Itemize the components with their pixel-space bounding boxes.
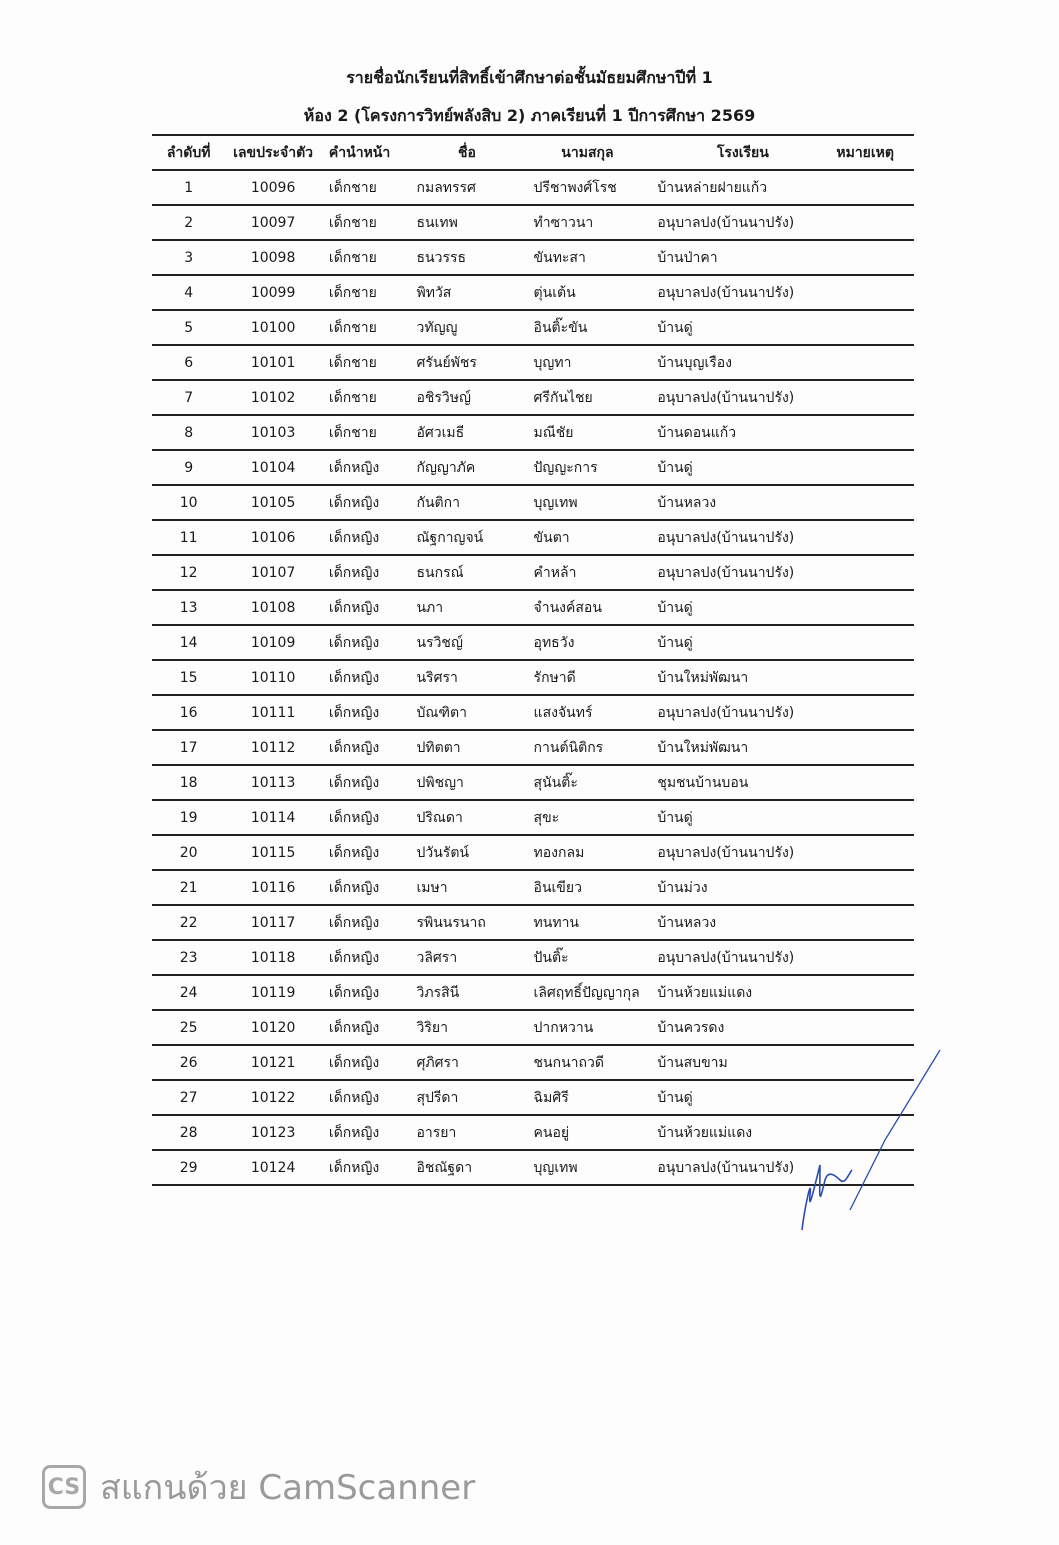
cell-order: 17 xyxy=(152,730,225,765)
cell-last-name: ทนทาน xyxy=(526,905,650,940)
cell-first-name: ธนกรณ์ xyxy=(408,555,525,590)
student-table xyxy=(152,134,914,1186)
cell-student-id: 10124 xyxy=(225,1150,321,1185)
cell-order: 29 xyxy=(152,1150,225,1185)
cell-prefix: เด็กชาย xyxy=(321,240,409,275)
cell-first-name: ศุภิศรา xyxy=(408,1045,525,1080)
cell-first-name: อิชณัฐดา xyxy=(408,1150,525,1185)
header-order: ลำดับที่ xyxy=(152,135,225,170)
table-row xyxy=(152,660,914,695)
table-row xyxy=(152,275,914,310)
cell-last-name: ชนกนาถวดี xyxy=(526,1045,650,1080)
cell-order: 9 xyxy=(152,450,225,485)
cell-first-name: ธนเทพ xyxy=(408,205,525,240)
cell-order: 1 xyxy=(152,170,225,205)
cell-prefix: เด็กหญิง xyxy=(321,555,409,590)
table-row xyxy=(152,1010,914,1045)
cell-prefix: เด็กหญิง xyxy=(321,1115,409,1150)
cell-first-name: เมษา xyxy=(408,870,525,905)
cell-prefix: เด็กหญิง xyxy=(321,660,409,695)
cell-last-name: ขันทะสา xyxy=(526,240,650,275)
table-row xyxy=(152,205,914,240)
cell-order: 12 xyxy=(152,555,225,590)
cell-student-id: 10100 xyxy=(225,310,321,345)
cell-remark xyxy=(836,170,914,205)
cell-first-name: วทัญญู xyxy=(408,310,525,345)
cell-last-name: คนอยู่ xyxy=(526,1115,650,1150)
cell-student-id: 10108 xyxy=(225,590,321,625)
cell-prefix: เด็กหญิง xyxy=(321,1045,409,1080)
table-row xyxy=(152,345,914,380)
table-row xyxy=(152,415,914,450)
header-id: เลขประจำตัว xyxy=(225,135,321,170)
cell-first-name: ปวันรัตน์ xyxy=(408,835,525,870)
cell-prefix: เด็กหญิง xyxy=(321,485,409,520)
table-row xyxy=(152,485,914,520)
cell-first-name: ปทิตตา xyxy=(408,730,525,765)
cell-last-name: สุนันติ๊ะ xyxy=(526,765,650,800)
cell-remark xyxy=(836,765,914,800)
cell-school: บ้านดู่ xyxy=(649,450,836,485)
cell-prefix: เด็กหญิง xyxy=(321,1010,409,1045)
cell-prefix: เด็กหญิง xyxy=(321,835,409,870)
cell-first-name: ปพิชญา xyxy=(408,765,525,800)
cell-first-name: วิภรสินี xyxy=(408,975,525,1010)
cell-remark xyxy=(836,695,914,730)
cell-student-id: 10111 xyxy=(225,695,321,730)
cell-school: อนุบาลปง(บ้านนาปรัง) xyxy=(649,1150,836,1185)
table-row xyxy=(152,870,914,905)
cell-order: 5 xyxy=(152,310,225,345)
cell-student-id: 10099 xyxy=(225,275,321,310)
cell-remark xyxy=(836,730,914,765)
cell-order: 28 xyxy=(152,1115,225,1150)
cell-school: บ้านใหม่พัฒนา xyxy=(649,660,836,695)
document-subtitle: ห้อง 2 (โครงการวิทย์พลังสิบ 2) ภาคเรียนที่ 1 ปีการศึกษา 2569 xyxy=(303,106,756,125)
cell-order: 23 xyxy=(152,940,225,975)
table-row xyxy=(152,800,914,835)
cell-last-name: ปันติ๊ะ xyxy=(526,940,650,975)
cell-remark xyxy=(836,380,914,415)
cell-last-name: ศรีกันไชย xyxy=(526,380,650,415)
cell-last-name: ทำซาวนา xyxy=(526,205,650,240)
cell-remark xyxy=(836,345,914,380)
cell-prefix: เด็กชาย xyxy=(321,345,409,380)
cell-order: 14 xyxy=(152,625,225,660)
table-row xyxy=(152,240,914,275)
cell-order: 10 xyxy=(152,485,225,520)
cell-prefix: เด็กหญิง xyxy=(321,975,409,1010)
cell-first-name: ปริณดา xyxy=(408,800,525,835)
cell-order: 2 xyxy=(152,205,225,240)
cell-last-name: บุญเทพ xyxy=(526,1150,650,1185)
document-title: รายชื่อนักเรียนที่สิทธิ์เข้าศึกษาต่อชั้นมัธยมศึกษาปีที่ 1 xyxy=(346,68,713,87)
cell-last-name: แสงจันทร์ xyxy=(526,695,650,730)
header-prefix: คำนำหน้า xyxy=(321,135,409,170)
camscanner-watermark xyxy=(42,1460,475,1514)
cell-last-name: บุญเทพ xyxy=(526,485,650,520)
cell-first-name: กัญญาภัค xyxy=(408,450,525,485)
cell-first-name: นรวิชญ์ xyxy=(408,625,525,660)
cell-student-id: 10114 xyxy=(225,800,321,835)
cell-school: บ้านบุญเรือง xyxy=(649,345,836,380)
cell-student-id: 10109 xyxy=(225,625,321,660)
cell-remark xyxy=(836,835,914,870)
table-row xyxy=(152,590,914,625)
cell-last-name: ปากหวาน xyxy=(526,1010,650,1045)
cell-order: 18 xyxy=(152,765,225,800)
cell-student-id: 10105 xyxy=(225,485,321,520)
cell-remark xyxy=(836,1010,914,1045)
cell-first-name: รพินนรนาถ xyxy=(408,905,525,940)
cell-school: บ้านป่าคา xyxy=(649,240,836,275)
cell-first-name: นริศรา xyxy=(408,660,525,695)
cell-student-id: 10122 xyxy=(225,1080,321,1115)
cell-prefix: เด็กหญิง xyxy=(321,800,409,835)
table-row xyxy=(152,765,914,800)
cell-last-name: ขันตา xyxy=(526,520,650,555)
cell-order: 4 xyxy=(152,275,225,310)
cell-first-name: พิทวัส xyxy=(408,275,525,310)
cell-first-name: วิริยา xyxy=(408,1010,525,1045)
cell-remark xyxy=(836,205,914,240)
camscanner-text: สแกนด้วย CamScanner xyxy=(100,1468,476,1508)
cell-order: 24 xyxy=(152,975,225,1010)
cell-remark xyxy=(836,415,914,450)
table-row xyxy=(152,975,914,1010)
cell-order: 26 xyxy=(152,1045,225,1080)
cell-order: 13 xyxy=(152,590,225,625)
cell-first-name: สุปรีดา xyxy=(408,1080,525,1115)
cell-remark xyxy=(836,450,914,485)
cell-student-id: 10102 xyxy=(225,380,321,415)
cell-first-name: วลิศรา xyxy=(408,940,525,975)
cell-order: 20 xyxy=(152,835,225,870)
cell-student-id: 10120 xyxy=(225,1010,321,1045)
cell-school: อนุบาลปง(บ้านนาปรัง) xyxy=(649,205,836,240)
cell-prefix: เด็กชาย xyxy=(321,415,409,450)
table-row xyxy=(152,310,914,345)
cell-last-name: กานต์นิติกร xyxy=(526,730,650,765)
cell-school: บ้านสบขาม xyxy=(649,1045,836,1080)
cell-prefix: เด็กชาย xyxy=(321,275,409,310)
table-row xyxy=(152,625,914,660)
cell-prefix: เด็กหญิง xyxy=(321,625,409,660)
cell-remark xyxy=(836,800,914,835)
table-row xyxy=(152,940,914,975)
cell-school: บ้านห้วยแม่แดง xyxy=(649,1115,836,1150)
cell-school: อนุบาลปง(บ้านนาปรัง) xyxy=(649,380,836,415)
cell-school: บ้านใหม่พัฒนา xyxy=(649,730,836,765)
cell-remark xyxy=(836,275,914,310)
cell-remark xyxy=(836,555,914,590)
cell-remark xyxy=(836,520,914,555)
cell-school: ชุมชนบ้านบอน xyxy=(649,765,836,800)
table-row xyxy=(152,905,914,940)
cell-prefix: เด็กหญิง xyxy=(321,695,409,730)
cell-remark xyxy=(836,625,914,660)
cell-student-id: 10123 xyxy=(225,1115,321,1150)
header-last-name: นามสกุล xyxy=(526,135,650,170)
cell-last-name: มณีชัย xyxy=(526,415,650,450)
cell-school: บ้านดู่ xyxy=(649,625,836,660)
cell-school: อนุบาลปง(บ้านนาปรัง) xyxy=(649,940,836,975)
cell-student-id: 10101 xyxy=(225,345,321,380)
cell-order: 19 xyxy=(152,800,225,835)
table-row xyxy=(152,170,914,205)
cell-order: 11 xyxy=(152,520,225,555)
table-header-row xyxy=(152,135,914,170)
cell-last-name: ปรีชาพงศ์โรช xyxy=(526,170,650,205)
cell-school: อนุบาลปง(บ้านนาปรัง) xyxy=(649,275,836,310)
cell-first-name: อารยา xyxy=(408,1115,525,1150)
cell-school: อนุบาลปง(บ้านนาปรัง) xyxy=(649,520,836,555)
cell-prefix: เด็กชาย xyxy=(321,310,409,345)
cell-student-id: 10117 xyxy=(225,905,321,940)
cell-prefix: เด็กหญิง xyxy=(321,1150,409,1185)
cell-last-name: ตุ่นเต้น xyxy=(526,275,650,310)
cell-prefix: เด็กหญิง xyxy=(321,940,409,975)
table-row xyxy=(152,450,914,485)
cell-school: บ้านดอนแก้ว xyxy=(649,415,836,450)
cell-order: 3 xyxy=(152,240,225,275)
cell-last-name: จำนงค์สอน xyxy=(526,590,650,625)
cell-first-name: อชิรวิษญ์ xyxy=(408,380,525,415)
cell-prefix: เด็กหญิง xyxy=(321,730,409,765)
cell-order: 21 xyxy=(152,870,225,905)
cell-prefix: เด็กชาย xyxy=(321,205,409,240)
signature xyxy=(790,1045,950,1245)
cell-remark xyxy=(836,310,914,345)
cell-first-name: ศรันย์พัชร xyxy=(408,345,525,380)
cell-last-name: ฉิมศิรี xyxy=(526,1080,650,1115)
cell-remark xyxy=(836,870,914,905)
header-school: โรงเรียน xyxy=(649,135,836,170)
cell-order: 6 xyxy=(152,345,225,380)
cell-school: บ้านม่วง xyxy=(649,870,836,905)
cell-first-name: กันติกา xyxy=(408,485,525,520)
cell-order: 8 xyxy=(152,415,225,450)
cell-remark xyxy=(836,975,914,1010)
cell-last-name: ทองกลม xyxy=(526,835,650,870)
cell-remark xyxy=(836,485,914,520)
cell-student-id: 10116 xyxy=(225,870,321,905)
cell-order: 27 xyxy=(152,1080,225,1115)
cell-last-name: ปัญญะการ xyxy=(526,450,650,485)
cell-first-name: นภา xyxy=(408,590,525,625)
cell-first-name: อัศวเมธี xyxy=(408,415,525,450)
cell-prefix: เด็กหญิง xyxy=(321,1080,409,1115)
cell-prefix: เด็กหญิง xyxy=(321,590,409,625)
cell-student-id: 10103 xyxy=(225,415,321,450)
cell-order: 15 xyxy=(152,660,225,695)
cell-student-id: 10096 xyxy=(225,170,321,205)
cell-prefix: เด็กหญิง xyxy=(321,450,409,485)
cell-last-name: อินติ๊ะขัน xyxy=(526,310,650,345)
cell-prefix: เด็กหญิง xyxy=(321,905,409,940)
cell-order: 16 xyxy=(152,695,225,730)
cell-school: บ้านดู่ xyxy=(649,310,836,345)
table-row xyxy=(152,555,914,590)
cell-last-name: เลิศฤทธิ์ปัญญากุล xyxy=(526,975,650,1010)
cell-first-name: บัณฑิตา xyxy=(408,695,525,730)
header-remark: หมายเหตุ xyxy=(836,135,914,170)
cell-prefix: เด็กชาย xyxy=(321,170,409,205)
cell-school: บ้านห้วยแม่แดง xyxy=(649,975,836,1010)
cell-school: บ้านหลวง xyxy=(649,485,836,520)
cell-student-id: 10115 xyxy=(225,835,321,870)
cell-student-id: 10113 xyxy=(225,765,321,800)
cell-school: บ้านหล่ายฝายแก้ว xyxy=(649,170,836,205)
cell-student-id: 10110 xyxy=(225,660,321,695)
cell-school: อนุบาลปง(บ้านนาปรัง) xyxy=(649,835,836,870)
cell-student-id: 10118 xyxy=(225,940,321,975)
table-row xyxy=(152,520,914,555)
cell-student-id: 10121 xyxy=(225,1045,321,1080)
cell-school: อนุบาลปง(บ้านนาปรัง) xyxy=(649,695,836,730)
table-row xyxy=(152,695,914,730)
table-row xyxy=(152,730,914,765)
cell-remark xyxy=(836,905,914,940)
cell-order: 7 xyxy=(152,380,225,415)
cell-student-id: 10119 xyxy=(225,975,321,1010)
cell-prefix: เด็กชาย xyxy=(321,380,409,415)
cell-first-name: ธนวรรธ xyxy=(408,240,525,275)
cell-prefix: เด็กหญิง xyxy=(321,765,409,800)
cell-school: บ้านดู่ xyxy=(649,800,836,835)
cell-remark xyxy=(836,240,914,275)
table-row xyxy=(152,835,914,870)
table-row xyxy=(152,380,914,415)
cell-remark xyxy=(836,660,914,695)
cell-order: 25 xyxy=(152,1010,225,1045)
cell-student-id: 10106 xyxy=(225,520,321,555)
cell-remark xyxy=(836,590,914,625)
cell-last-name: รักษาดี xyxy=(526,660,650,695)
camscanner-logo-icon: CS xyxy=(42,1465,86,1509)
cell-last-name: อินเขียว xyxy=(526,870,650,905)
cell-last-name: บุญทา xyxy=(526,345,650,380)
cell-student-id: 10098 xyxy=(225,240,321,275)
cell-first-name: ณัฐกาญจน์ xyxy=(408,520,525,555)
cell-student-id: 10107 xyxy=(225,555,321,590)
cell-last-name: คำหล้า xyxy=(526,555,650,590)
cell-school: บ้านดู่ xyxy=(649,1080,836,1115)
cell-student-id: 10104 xyxy=(225,450,321,485)
cell-school: อนุบาลปง(บ้านนาปรัง) xyxy=(649,555,836,590)
cell-remark xyxy=(836,940,914,975)
cell-school: บ้านหลวง xyxy=(649,905,836,940)
cell-school: บ้านดู่ xyxy=(649,590,836,625)
cell-first-name: กมลทรรศ xyxy=(408,170,525,205)
cell-last-name: สุขะ xyxy=(526,800,650,835)
cell-student-id: 10112 xyxy=(225,730,321,765)
cell-prefix: เด็กหญิง xyxy=(321,870,409,905)
cell-school: บ้านควรดง xyxy=(649,1010,836,1045)
header-first-name: ชื่อ xyxy=(408,135,525,170)
cell-prefix: เด็กหญิง xyxy=(321,520,409,555)
cell-student-id: 10097 xyxy=(225,205,321,240)
cell-last-name: อุทธวัง xyxy=(526,625,650,660)
cell-order: 22 xyxy=(152,905,225,940)
